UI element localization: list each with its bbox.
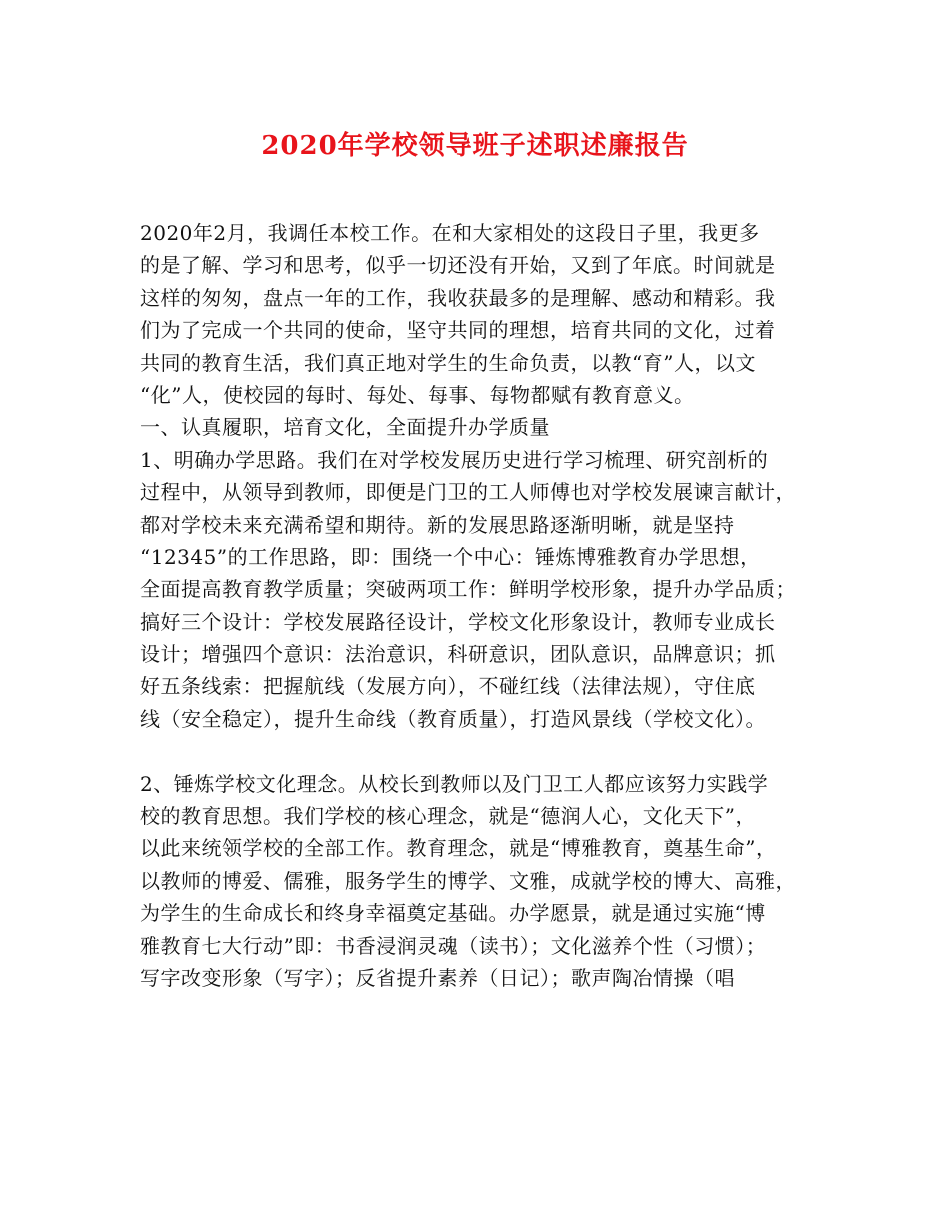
text-line: 雅教育七大行动”即：书香浸润灵魂（读书）；文化滋养个性（习惯）； [140,933,767,958]
text-line: 搞好三个设计：学校发展路径设计，学校文化形象设计，教师专业成长 [140,609,776,634]
text-line: 都对学校未来充满希望和期待。新的发展思路逐渐明晰，就是坚持 [140,512,735,537]
text-line: 共同的教育生活，我们真正地对学生的生命负责，以教“育”人，以文 [140,350,756,375]
text-line: 线（安全稳定），提升生命线（教育质量），打造风景线（学校文化）。 [140,706,766,731]
text-line: 2、锤炼学校文化理念。从校长到教师以及门卫工人都应该努力实践学 [140,771,769,796]
text-line: 2020年2月，我调任本校工作。在和大家相处的这段日子里，我更多 [140,221,760,245]
text-line: 过程中，从领导到教师，即便是门卫的工人师傅也对学校发展谏言献计， [140,480,796,505]
text-line: 全面提高教育教学质量；突破两项工作：鲜明学校形象，提升办学品质； [140,577,796,602]
text-line: 设计；增强四个意识：法治意识，科研意识，团队意识，品牌意识；抓 [140,642,776,667]
text-line: 为学生的生命成长和终身幸福奠定基础。办学愿景，就是通过实施“博 [140,901,766,926]
text-line: “12345”的工作思路，即：围绕一个中心：锤炼博雅教育办学思想， [140,544,761,569]
paragraph-gap [140,735,830,767]
text-line: 们为了完成一个共同的使命，坚守共同的理想，培育共同的文化，过着 [140,318,776,343]
text-line: 这样的匆匆，盘点一年的工作，我收获最多的是理解、感动和精彩。我 [140,285,776,310]
document-title: 2020年学校领导班子述职述廉报告 [261,131,689,161]
text-line: 写字改变形象（写字）；反省提升素养（日记）；歌声陶冶情操（唱 [140,965,735,990]
text-line: 以教师的博爱、儒雅，服务学生的博学、文雅，成就学校的博大、高雅， [140,868,796,893]
text-line: 1、明确办学思路。我们在对学校发展历史进行学习梳理、研究剖析的 [140,447,769,472]
section-heading: 一、认真履职，培育文化，全面提升办学质量 [140,415,550,440]
text-line: 以此来统领学校的全部工作。教育理念，就是“博雅教育，奠基生命”， [140,836,777,861]
text-line: 的是了解、学习和思考，似乎一切还没有开始，又到了年底。时间就是 [140,253,776,278]
text-line: 校的教育思想。我们学校的核心理念，就是“德润人心，文化天下”， [140,804,756,829]
text-line: 好五条线索：把握航线（发展方向），不碰红线（法律法规），守住底 [140,674,756,699]
text-line: “化”人，使校园的每时、每处、每事、每物都赋有教育意义。 [140,382,695,407]
paragraph-block-1 [140,217,830,735]
document-body [140,217,830,994]
paragraph-block-2 [140,768,830,995]
